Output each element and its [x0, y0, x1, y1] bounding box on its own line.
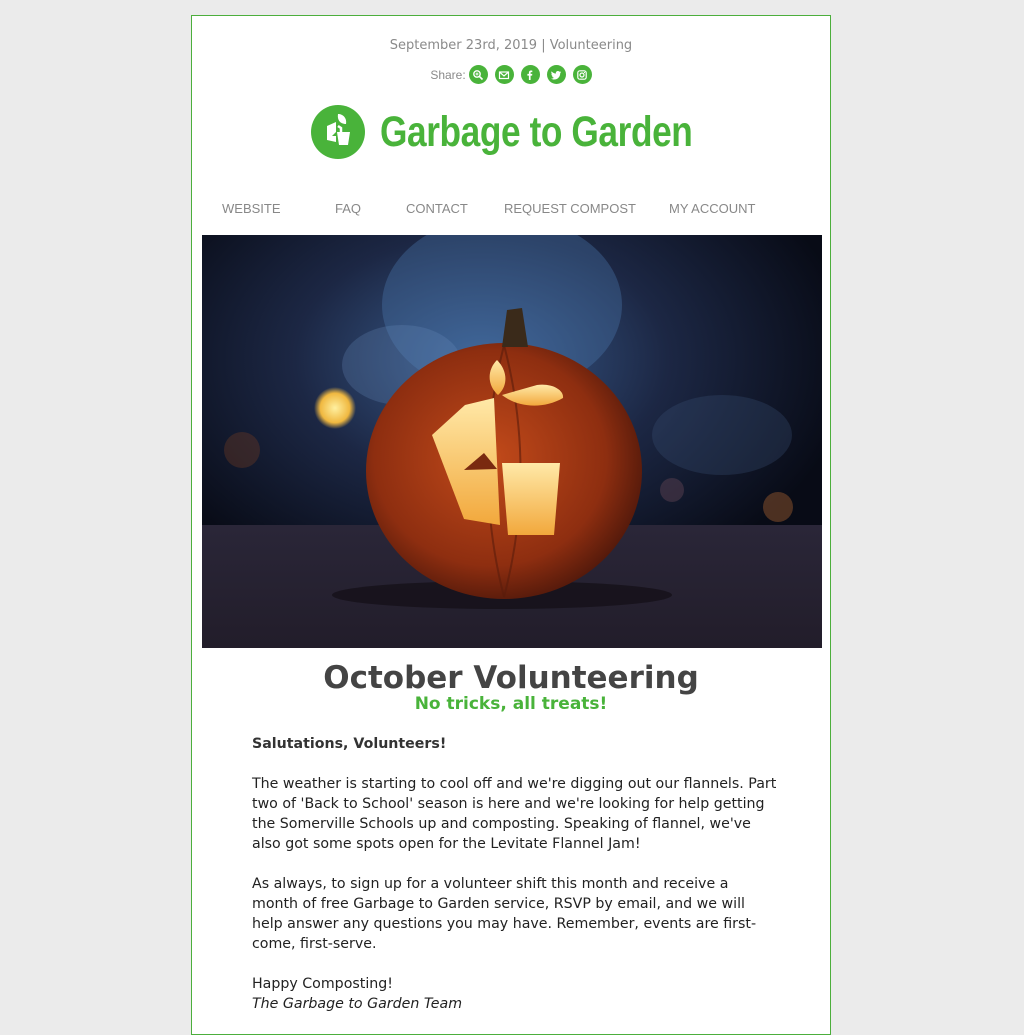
article-title: October Volunteering — [323, 660, 699, 696]
nav-item-contact[interactable]: CONTACT — [406, 201, 468, 216]
share-label: Share: — [430, 67, 466, 82]
facebook-icon[interactable] — [521, 65, 540, 84]
twitter-icon[interactable] — [547, 65, 566, 84]
article-paragraph-1: The weather is starting to cool off and we're digging out our flannels. Part two of 'Back to School' season is here and we're looking for help getting the Somerville Schools up and composting. Speaking of flannel, we've also got some spots open for the Levitate Flannel Jam! — [252, 776, 777, 852]
article-body — [252, 734, 777, 1034]
brand-name: Garbage to Garden — [380, 107, 693, 156]
article-greeting: Salutations, Volunteers! — [252, 736, 447, 752]
nav-item-my-account[interactable]: MY ACCOUNT — [669, 201, 756, 216]
issue-category[interactable]: Volunteering — [549, 38, 633, 53]
meta-separator: | — [541, 38, 546, 53]
email-icon[interactable] — [495, 65, 514, 84]
hero-image[interactable] — [202, 235, 822, 648]
article-paragraph-2: As always, to sign up for a volunteer shift this month and receive a month of free Garbage to Garden service, RSVP by email, and we will help answer any questions you may have. Remember, events are first-come, first-serve. — [252, 876, 757, 952]
nav-item-faq[interactable]: FAQ — [335, 201, 362, 216]
share-bar — [192, 65, 830, 84]
article-closing-block — [252, 974, 777, 1014]
email-container — [191, 15, 831, 1035]
top-nav — [192, 201, 830, 217]
jack-o-lantern-image — [202, 235, 822, 648]
logo-mark-icon — [310, 104, 366, 160]
article-signature: The Garbage to Garden Team — [252, 996, 463, 1012]
issue-date: September 23rd, 2019 — [389, 38, 538, 53]
article-closing: Happy Composting! — [252, 976, 393, 992]
brand-logo[interactable] — [310, 104, 761, 160]
instagram-icon[interactable] — [573, 65, 592, 84]
article-subtitle: No tricks, all treats! — [414, 694, 608, 714]
nav-item-website[interactable]: WEBSITE — [222, 201, 281, 216]
search-icon[interactable] — [469, 65, 488, 84]
nav-item-request-compost[interactable]: REQUEST COMPOST — [504, 201, 636, 216]
issue-meta — [192, 38, 830, 53]
